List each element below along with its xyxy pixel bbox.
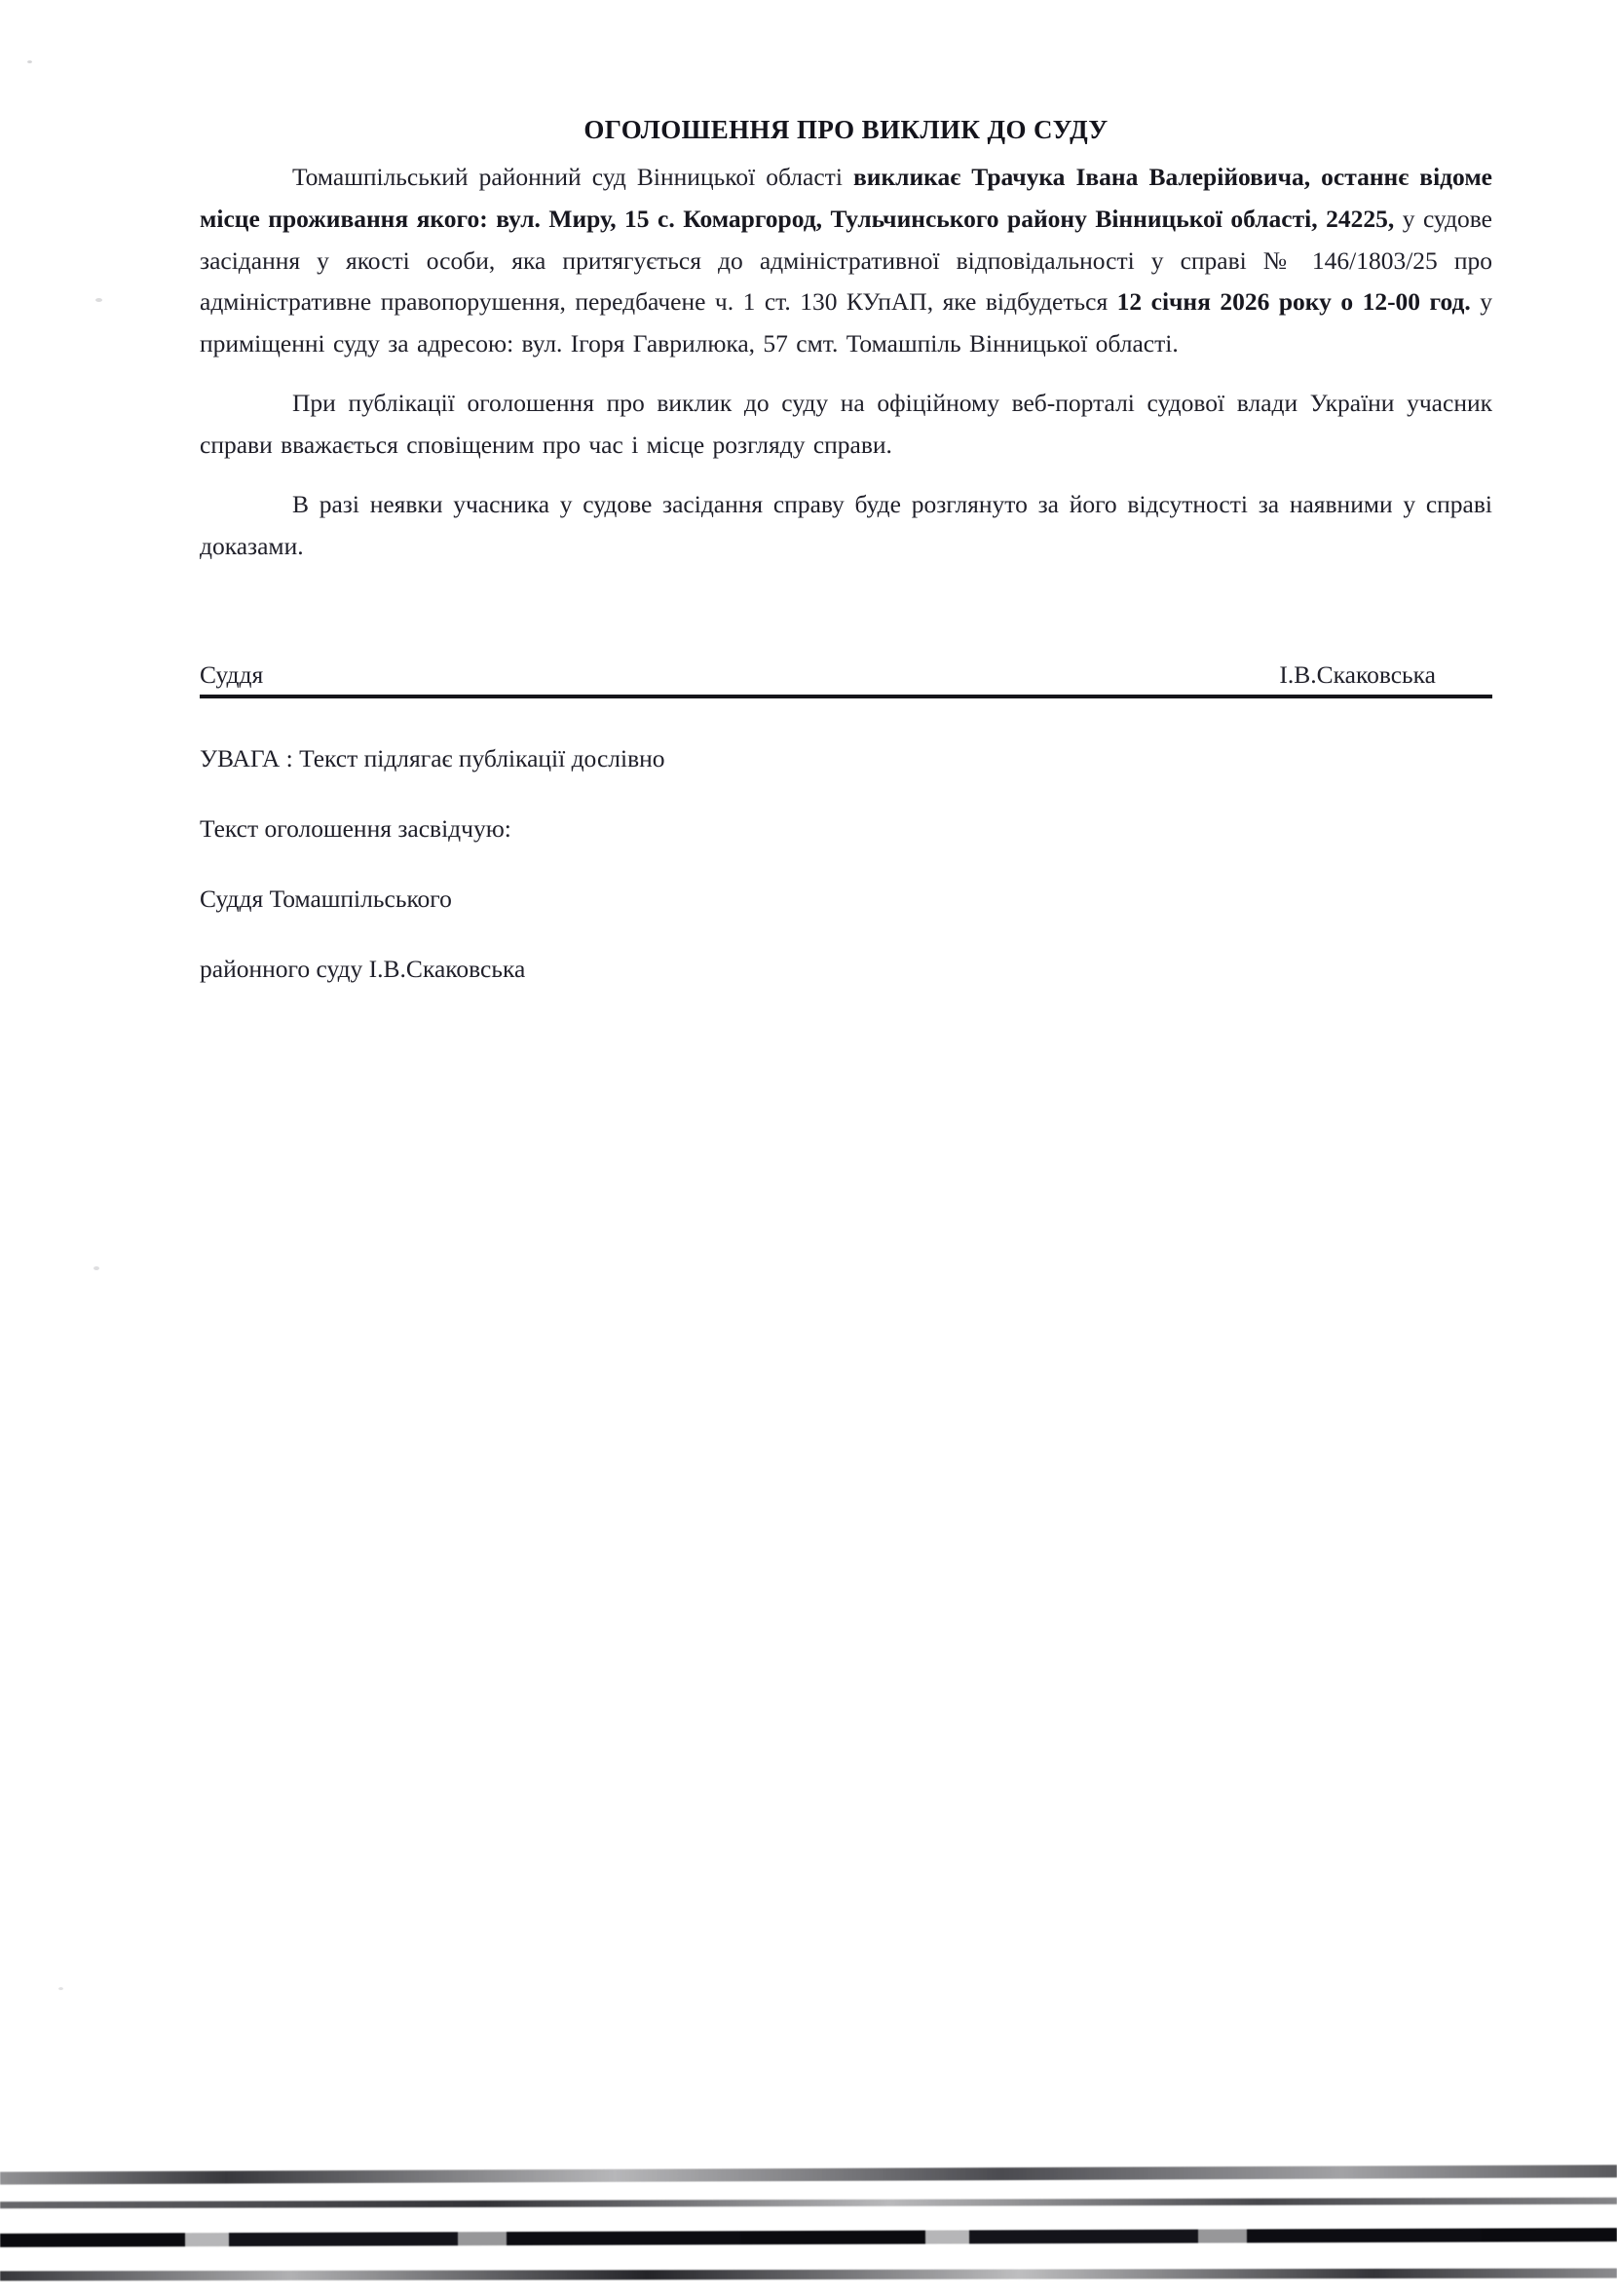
paragraph-summons-seg1: Томашпільський районний суд Вінницької області (292, 163, 853, 191)
note-attention: УВАГА : Текст підлягає публікації дослівно (200, 744, 665, 773)
note-judge-line1: Суддя Томашпільського (200, 884, 452, 913)
scan-speck (94, 1266, 99, 1270)
signature-role: Суддя (200, 660, 264, 690)
signature-row (200, 660, 1492, 698)
signature-name: І.В.Скаковська (1279, 660, 1436, 690)
paragraph-summons-seg5: у приміщенні суду за адресою: вул. Ігоря Гаврилюка, 57 смт. Томашпіль Вінницької області. (200, 287, 1492, 358)
scan-speck (27, 60, 32, 63)
document-title: ОГОЛОШЕННЯ ПРО ВИКЛИК ДО СУДУ (583, 115, 1109, 144)
scan-speck (95, 298, 102, 302)
paragraph-publication-notice: При публікації оголошення про виклик до суду на офіційному веб-порталі судової влади України учасник справи вважається сповіщеним про час і місце розгляду справи. (200, 389, 1492, 459)
scan-speck (58, 1987, 63, 1990)
paragraph-summons (200, 157, 1492, 365)
paragraph-summons-date-bold: 12 січня 2026 року о 12-00 год. (1116, 287, 1471, 317)
note-judge-line2: районного суду І.В.Скаковська (200, 954, 526, 983)
paragraph-summons-seg3: у судове засідання у якості особи, яка притягується до адміністративної відповідальності у справі № 146/1803/25 про адміністративне правопорушення, передбачене ч. 1 ст. 130 КУпАП, яке відбудеться (200, 204, 1493, 317)
paragraph-absence-notice: В разі неявки учасника у судове засідання справу буде розглянуто за його відсутності за наявними у справі доказами. (200, 489, 1492, 560)
paragraph-summons-person-bold: викликає Трачука Івана Валерійовича, останнє відоме місце проживання якого: вул. Миру, 15 с. Комаргород, Тульчинського району Вінницької області, 24225, (200, 163, 1493, 233)
note-certify: Текст оголошення засвідчую: (200, 814, 511, 844)
